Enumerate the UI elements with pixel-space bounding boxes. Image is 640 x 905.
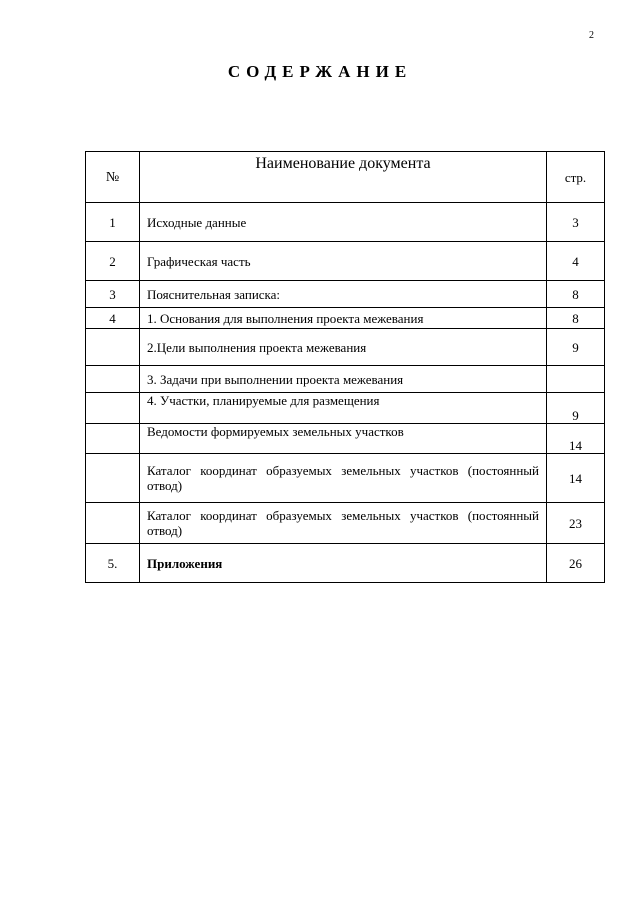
row-title: 4. Участки, планируемые для размещения <box>140 393 547 424</box>
row-page: 26 <box>547 544 605 583</box>
row-page: 4 <box>547 242 605 281</box>
row-title: Каталог координат образуемых земельных участков (постоянный отвод) <box>140 454 547 503</box>
contents-table <box>85 151 605 583</box>
row-number <box>86 393 140 424</box>
row-title: Пояснительная записка: <box>140 281 547 308</box>
row-number: 4 <box>86 308 140 329</box>
row-page: 8 <box>547 281 605 308</box>
header-document-name: Наименование документа <box>140 152 547 203</box>
table-row <box>86 308 605 329</box>
table-row <box>86 503 605 544</box>
table-row <box>86 329 605 366</box>
row-number: 2 <box>86 242 140 281</box>
row-title: 1. Основания для выполнения проекта межевания <box>140 308 547 329</box>
page-title: СОДЕРЖАНИЕ <box>227 62 413 81</box>
row-page <box>547 366 605 393</box>
table-row <box>86 393 605 424</box>
row-page: 23 <box>547 503 605 544</box>
table-row <box>86 454 605 503</box>
page-number: 2 <box>589 30 594 41</box>
row-title: Графическая часть <box>140 242 547 281</box>
row-number <box>86 366 140 393</box>
row-page: 3 <box>547 203 605 242</box>
row-title: Приложения <box>140 544 547 583</box>
table-row <box>86 366 605 393</box>
row-title: Исходные данные <box>140 203 547 242</box>
row-page: 8 <box>547 308 605 329</box>
row-page: 9 <box>547 329 605 366</box>
row-number <box>86 454 140 503</box>
row-title: Каталог координат образуемых земельных участков (постоянный отвод) <box>140 503 547 544</box>
row-number: 5. <box>86 544 140 583</box>
table-row <box>86 424 605 454</box>
row-page: 14 <box>547 454 605 503</box>
row-number <box>86 424 140 454</box>
row-number: 3 <box>86 281 140 308</box>
table-row <box>86 242 605 281</box>
row-page: 14 <box>547 424 605 454</box>
row-title: Ведомости формируемых земельных участков <box>140 424 547 454</box>
row-title: 2.Цели выполнения проекта межевания <box>140 329 547 366</box>
table-header-row <box>86 152 605 203</box>
table-row <box>86 203 605 242</box>
row-page: 9 <box>547 393 605 424</box>
row-number <box>86 503 140 544</box>
header-page: стр. <box>547 152 605 203</box>
row-number <box>86 329 140 366</box>
row-number: 1 <box>86 203 140 242</box>
table-row <box>86 544 605 583</box>
header-number: № <box>86 152 140 203</box>
table-row <box>86 281 605 308</box>
row-title: 3. Задачи при выполнении проекта межевания <box>140 366 547 393</box>
